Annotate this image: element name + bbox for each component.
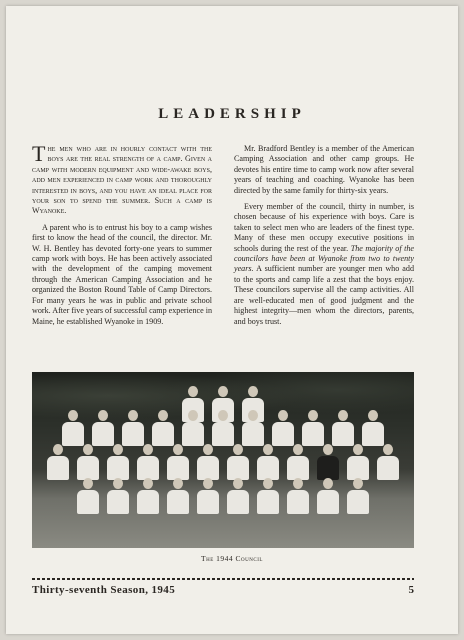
- right-paragraph-2: [234, 202, 414, 327]
- photo-caption: The 1944 Council: [201, 554, 263, 563]
- council-member-figure: [226, 444, 250, 480]
- council-member-figure: [136, 478, 160, 514]
- council-member-figure: [376, 444, 400, 480]
- council-member-figure: [316, 444, 340, 480]
- council-member-figure: [286, 444, 310, 480]
- council-member-figure: [76, 444, 100, 480]
- right-paragraph-2-italic: The majority of the councilors have been at Wyanoke from two to twenty years.: [234, 243, 414, 274]
- council-member-figure: [361, 410, 385, 446]
- left-column: [32, 141, 213, 333]
- council-member-figure: [181, 410, 205, 446]
- right-column: [234, 144, 414, 333]
- council-member-figure: [226, 478, 250, 514]
- left-paragraph-2: A parent who is to entrust his boy to a camp wishes first to know the head of the council, the director. Mr. W. H. Bentley has devoted forty-one years to summer camp work with boys. He has been actively associated with the development of the camping movement through the American Camping Association and he organized the Boston Round Table of Camp Directors. For many years he was in public and private school work. After five years of successful camp experience in Maine, he established Wyanoke in 1909.: [32, 222, 213, 326]
- photo-row-2: [32, 410, 414, 446]
- council-member-figure: [151, 410, 175, 446]
- council-member-figure: [316, 478, 340, 514]
- council-member-figure: [166, 478, 190, 514]
- council-member-figure: [121, 410, 145, 446]
- council-member-figure: [346, 444, 370, 480]
- council-member-figure: [196, 444, 220, 480]
- council-member-figure: [346, 478, 370, 514]
- council-member-figure: [91, 410, 115, 446]
- photo-row-3: [32, 444, 414, 480]
- footer-season: Thirty-seventh Season, 1945: [32, 584, 176, 596]
- council-member-figure: [331, 410, 355, 446]
- council-member-figure: [301, 410, 325, 446]
- council-group-photo: [32, 372, 414, 548]
- council-member-figure: [46, 444, 70, 480]
- brochure-page: [6, 6, 458, 634]
- council-member-figure: [106, 444, 130, 480]
- council-member-figure: [106, 478, 130, 514]
- drop-cap: T: [32, 141, 46, 166]
- council-member-figure: [241, 410, 265, 446]
- right-paragraph-1: Mr. Bradford Bentley is a member of the American Camping Association and other camp groups. He devotes his entire time to camp work now after several years of teaching and coaching. Wyanoke has been directed by the same family for thirty-six years.: [234, 144, 414, 195]
- council-member-figure: [256, 478, 280, 514]
- council-member-figure: [271, 410, 295, 446]
- council-member-figure: [136, 444, 160, 480]
- council-member-figure: [61, 410, 85, 446]
- council-member-figure: [286, 478, 310, 514]
- council-member-figure: [211, 410, 235, 446]
- council-member-figure: [256, 444, 280, 480]
- footer-divider: [32, 578, 414, 580]
- page-number: 5: [408, 584, 414, 596]
- left-paragraph-1: [32, 141, 212, 217]
- council-member-figure: [166, 444, 190, 480]
- council-member-figure: [196, 478, 220, 514]
- right-paragraph-2-end: A sufficient number are younger men who add to the sports and camp life a zest that the boys enjoy. These councilors supervise all the camp activities. All are well-educated men of good judgment and the highest integrity—men whom the directors, parents, and boys trust.: [234, 264, 414, 326]
- right-paragraph-2-start: Every member of the council, thirty in number, is chosen because of his experience with boys. Care is taken to select men who are leaders of the finest type. Many of these men occupy executive positions in schools during the rest of the year.: [234, 202, 414, 253]
- council-member-figure: [76, 478, 100, 514]
- page-title: LEADERSHIP: [158, 106, 306, 122]
- left-paragraph-1-text: he men who are in hourly contact with the boys are the real strength of a camp. Given a camp with modern equipment and wide-awake boys, add men experienced in camp work and thoroughly interested in boys, and you have an ideal place for your son to spend the summer. Such a camp is Wyanoke.: [32, 144, 212, 216]
- photo-row-front: [32, 478, 414, 514]
